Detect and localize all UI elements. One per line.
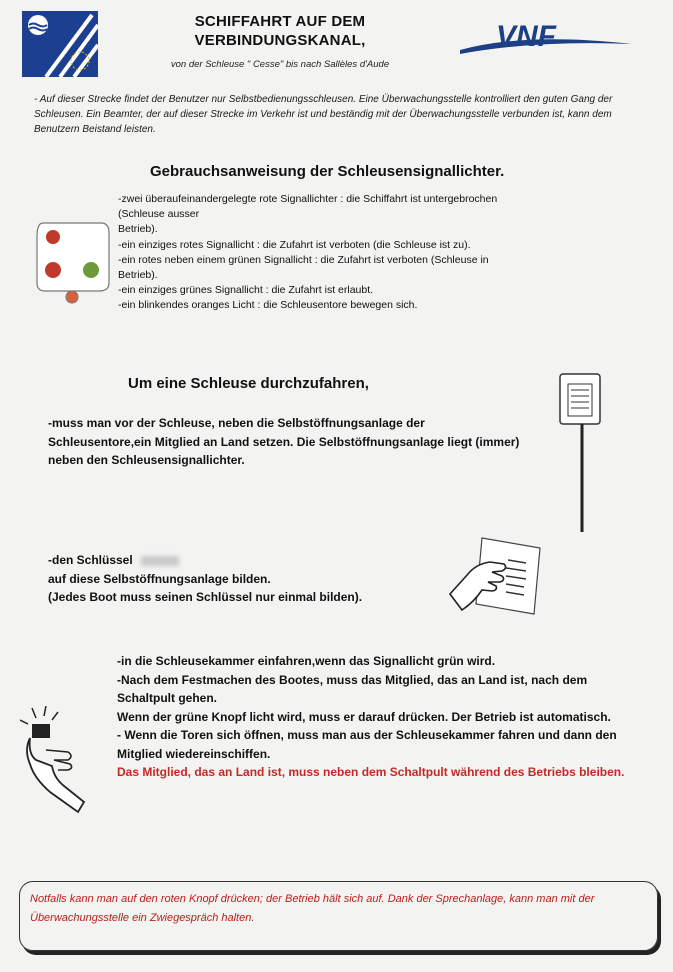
lock-heading: Um eine Schleuse durchzufahren, xyxy=(128,375,369,392)
redacted-code xyxy=(141,556,179,566)
lock-paragraph-1: -muss man vor der Schleuse, neben die Selbstöffnungsanlage der Schleusentore,ein Mitglied an Land setzen. Die Selbstöffnungsanlage liegt (immer) neben den Schleusensignallichter. xyxy=(48,416,520,467)
intro-paragraph: - Auf dieser Strecke findet der Benutzer nur Selbstbedienungsschleusen. Eine Überwachungsstelle kontrolliert den guten Gang der Schleusen. Ein Beamter, der auf dieser Strecke im Verkehr ist und beständig mit der Überwachungsstelle verbunden ist, kann dem Benutzern Beistand leisten. xyxy=(34,94,613,135)
key-card-hand-icon xyxy=(446,534,546,620)
signals-list xyxy=(118,192,648,314)
lock-step: -in die Schleusekammer einfahren,wenn das Signallicht grün wird. xyxy=(117,654,496,668)
signals-heading: Gebrauchsanweisung der Schleusensignallichter. xyxy=(150,163,505,180)
key-line xyxy=(48,551,428,570)
canal-logo xyxy=(22,11,98,77)
signal-item: -ein einziges grünes Signallicht : die Zufahrt ist erlaubt. xyxy=(118,284,374,297)
lock-paragraph-2 xyxy=(48,551,428,607)
signal-item: (Schleuse ausser xyxy=(118,208,200,221)
emergency-notice: Notfalls kann man auf den roten Knopf drücken; der Betrieb hält sich auf. Dank der Sprechanlage, kann man mit der Überwachungsstelle ein Zwiegespräch halten. xyxy=(30,893,595,924)
title-line-2: VERBINDUNGSKANAL, xyxy=(194,32,366,49)
vnf-logo xyxy=(456,14,636,64)
signal-item: Betrieb). xyxy=(118,269,158,282)
signal-item: -ein blinkendes oranges Licht : die Schleusentore bewegen sich. xyxy=(118,299,418,312)
lock-step: - Wenn die Toren sich öffnen, muss man aus der Schleusekammer fahren und dann den Mitglied wiedereinschiffen. xyxy=(117,728,617,761)
signal-item: -ein rotes neben einem grünen Signallicht : die Zufahrt ist verboten (Schleuse in xyxy=(118,253,489,266)
lock-warning: Das Mitglied, das an Land ist, muss neben dem Schaltpult während des Betriebs bleiben. xyxy=(117,765,625,779)
key-note: (Jedes Boot muss seinen Schlüssel nur einmal bilden). xyxy=(48,590,363,604)
vnf-logo-text: VNF xyxy=(496,20,556,53)
signal-item: -zwei überaufeinandergelegte rote Signallichter : die Schiffahrt ist untergebrochen xyxy=(118,193,498,205)
title-line-1: SCHIFFAHRT AUF DEM xyxy=(194,13,366,30)
lock-step: Wenn der grüne Knopf licht wird, muss er darauf drücken. Der Betrieb ist automatisch. xyxy=(117,709,611,724)
lock-step: -Nach dem Festmachen des Bootes, muss das Mitglied, das an Land ist, nach dem Schaltpult gehen. xyxy=(117,672,588,705)
control-post-icon xyxy=(556,372,606,534)
signal-item: -ein einziges rotes Signallicht : die Zufahrt ist verboten (die Schleuse ist zu). xyxy=(118,238,471,251)
key-line-2: auf diese Selbstöffnungsanlage bilden. xyxy=(48,571,271,586)
signal-item: Betrieb). xyxy=(118,223,158,236)
page-subtitle: von der Schleuse " Cesse" bis nach Sallèles d'Aude xyxy=(170,59,390,70)
lock-paragraph-3 xyxy=(117,652,637,782)
page-title xyxy=(120,12,440,50)
key-line-text: -den Schlüssel xyxy=(48,553,133,567)
hand-pressing-button-icon xyxy=(20,706,102,814)
traffic-signal-icon xyxy=(33,213,111,307)
